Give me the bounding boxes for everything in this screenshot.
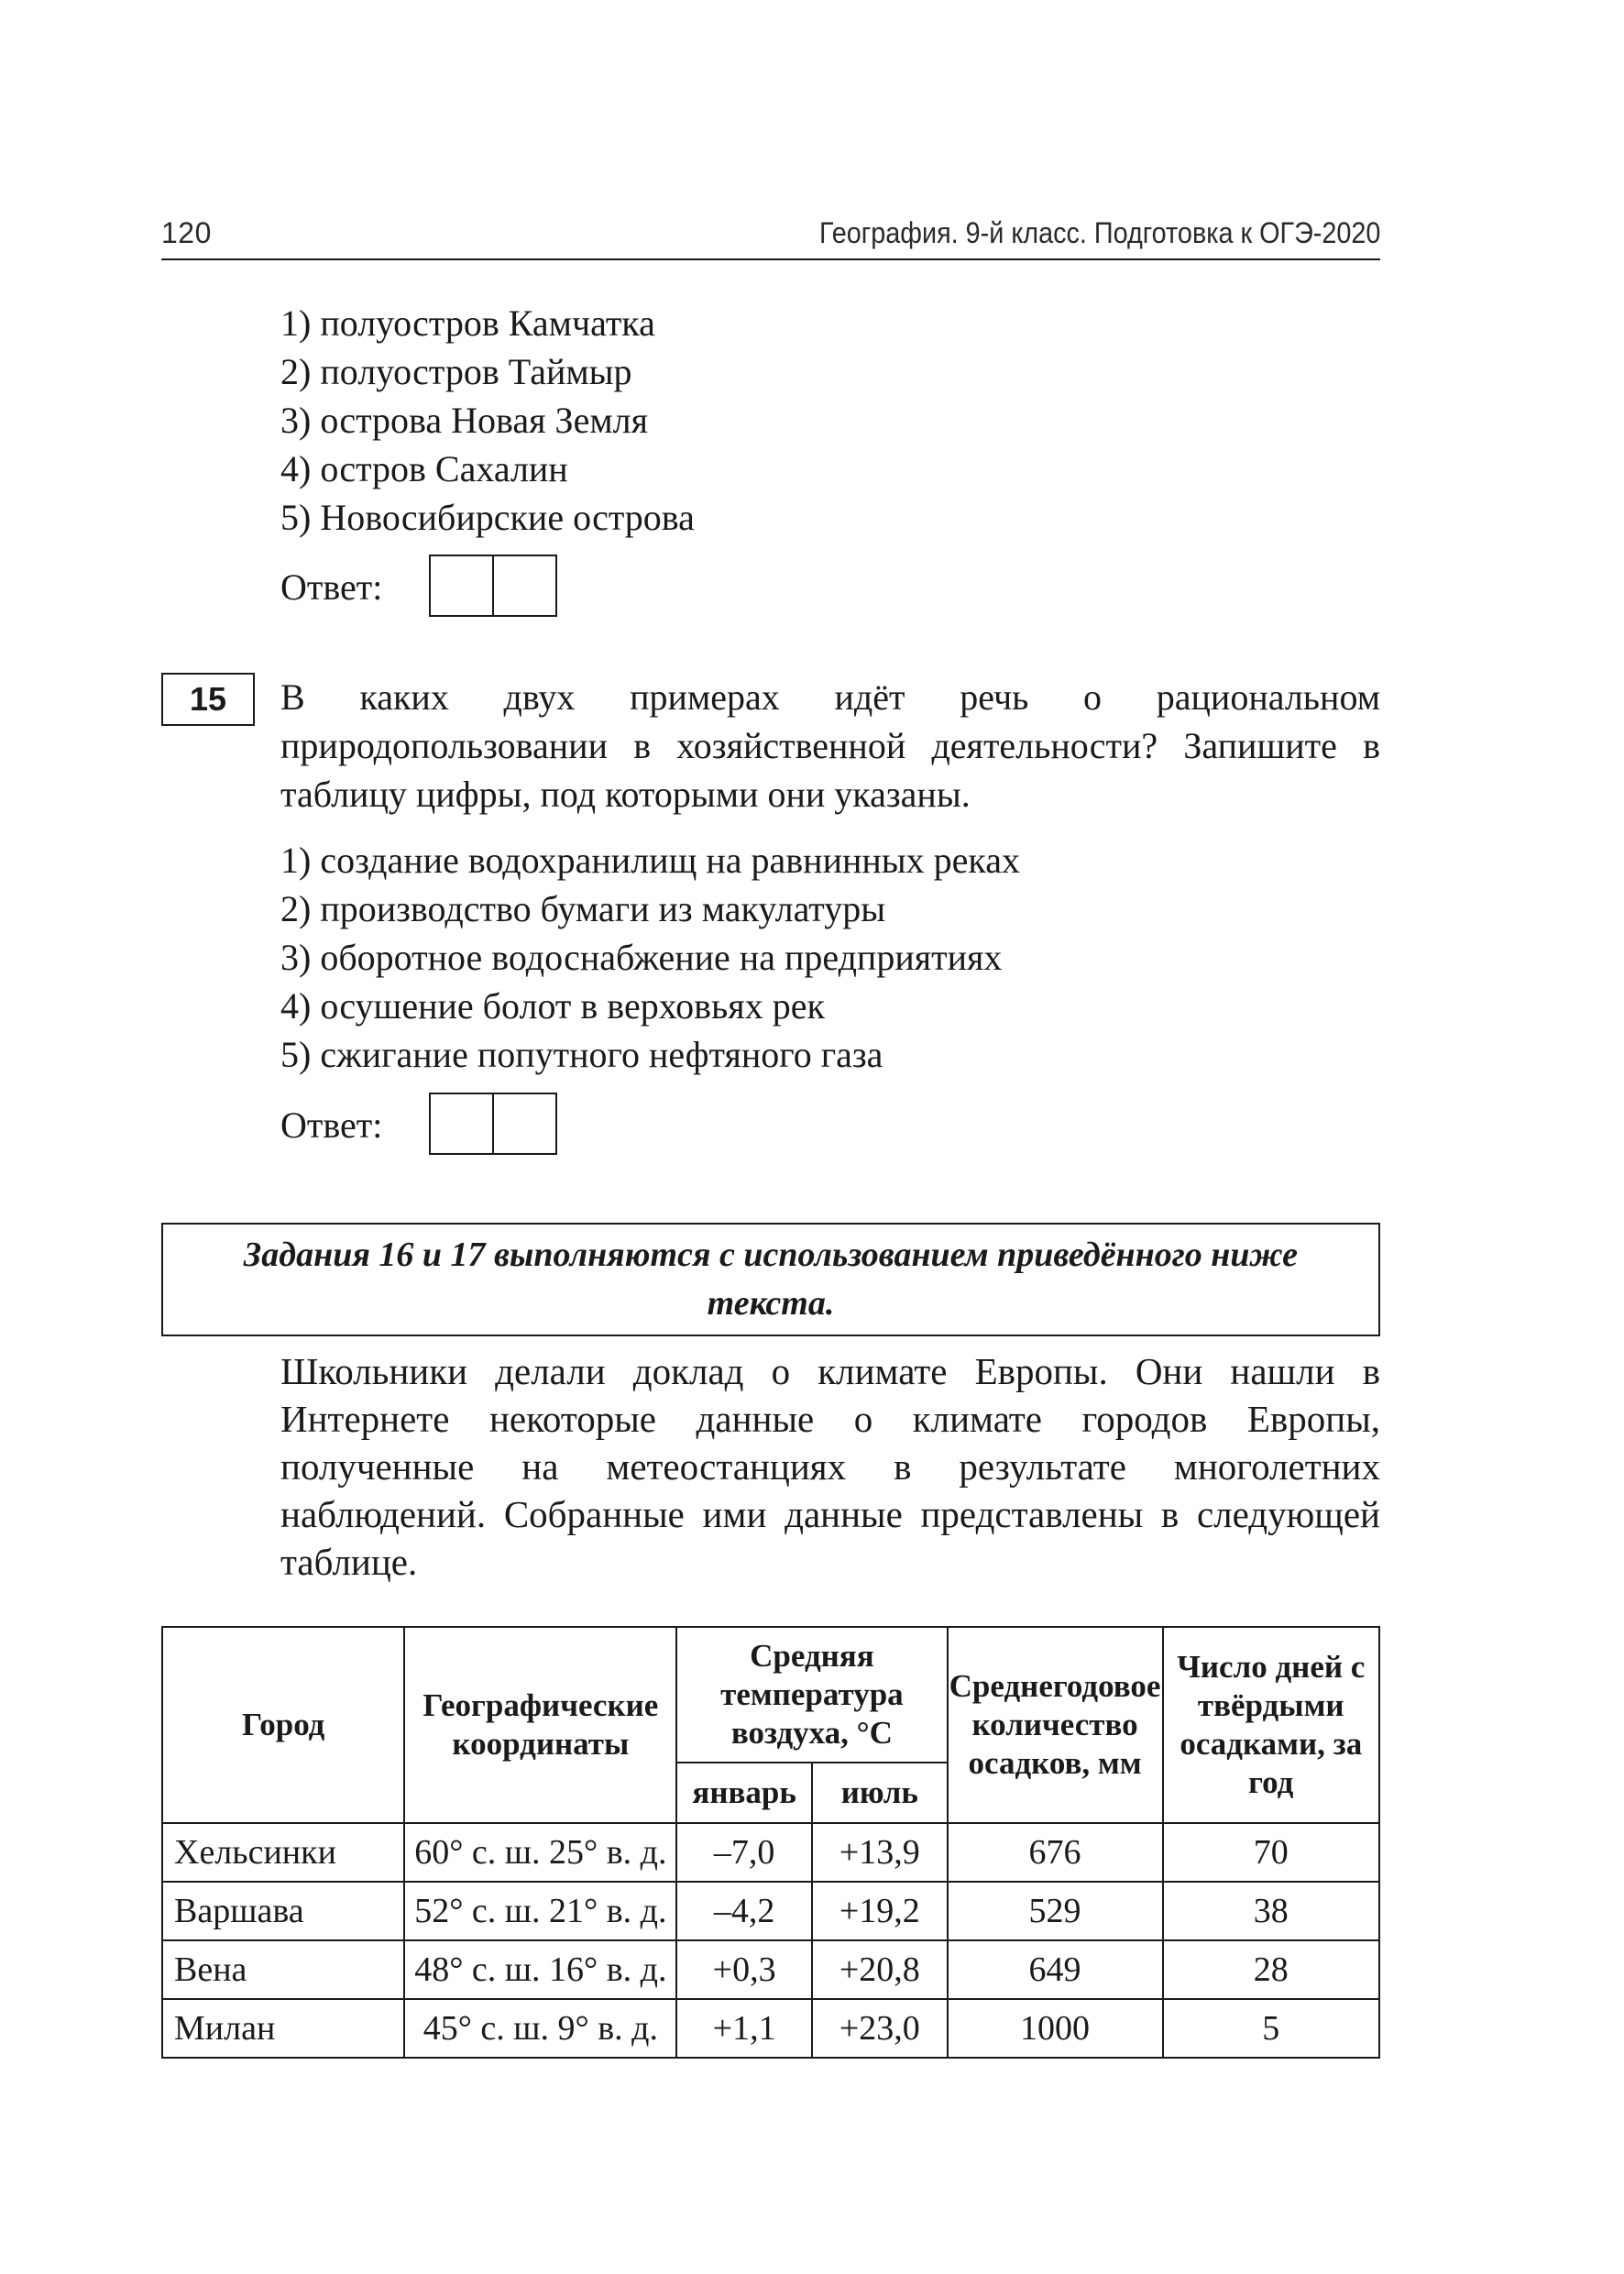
cell-city: Милан: [162, 1999, 404, 2058]
task14-answer-cell-1[interactable]: [431, 556, 492, 615]
task15-question: В каких двух примерах идёт речь о рациональном природопользовании в хозяйственной деятельности? Запишите в таблицу цифры, под которыми они указаны.: [280, 676, 1380, 815]
cell-snow-days: 28: [1163, 1940, 1379, 1999]
task14-option-4: 4) остров Сахалин: [280, 448, 568, 489]
cell-city: Вена: [162, 1940, 404, 1999]
cell-july: +20,8: [812, 1940, 948, 1999]
task15-answer-boxes: [429, 1093, 557, 1155]
cell-precipitation: 676: [948, 1823, 1163, 1882]
cell-city: Варшава: [162, 1882, 404, 1940]
header-precipitation: Среднегодовое количество осадков, мм: [948, 1627, 1163, 1823]
task14-answer-boxes: [429, 555, 557, 617]
book-title: География. 9-й класс. Подготовка к ОГЭ-2020: [818, 216, 1380, 249]
task14-option-2: 2) полуостров Таймыр: [280, 351, 632, 392]
task14-answer-label: Ответ:: [280, 566, 383, 608]
running-header: [161, 207, 1380, 260]
cell-precipitation: 649: [948, 1940, 1163, 1999]
cell-coords: 52° с. ш. 21° в. д.: [404, 1882, 676, 1940]
task15-answer-cell-2[interactable]: [492, 1094, 555, 1153]
cell-january: +0,3: [676, 1940, 812, 1999]
header-coords: Географические координаты: [404, 1627, 676, 1823]
task15-option-2: 2) производство бумаги из макулатуры: [280, 888, 886, 929]
task15-option-3: 3) оборотное водоснабжение на предприятиях: [280, 937, 1003, 978]
cell-january: +1,1: [676, 1999, 812, 2058]
header-temperature: Средняя температура воздуха, °С: [676, 1627, 947, 1763]
note-text: Задания 16 и 17 выполняются с использованием приведённого ниже текста.: [243, 1236, 1299, 1323]
cell-coords: 48° с. ш. 16° в. д.: [404, 1940, 676, 1999]
cell-snow-days: 70: [1163, 1823, 1379, 1882]
cell-july: +13,9: [812, 1823, 948, 1882]
task15-option-4: 4) осушение болот в верховьях рек: [280, 985, 825, 1027]
header-july: июль: [812, 1763, 948, 1823]
intro-text: Школьники делали доклад о климате Европы. Они нашли в Интернете некоторые данные о климате городов Европы, полученные на метеостанциях в результате многолетних наблюдений. Собранные ими данные представлены в следующей таблице.: [280, 1350, 1380, 1583]
task15-options: [280, 836, 1020, 1079]
cell-snow-days: 5: [1163, 1999, 1379, 2058]
cell-snow-days: 38: [1163, 1882, 1379, 1940]
header-snow-days: Число дней с твёрдыми осадками, за год: [1163, 1627, 1379, 1823]
table-row: [162, 1882, 1379, 1940]
page-number: 120: [161, 216, 212, 249]
table-row: [162, 1823, 1379, 1882]
climate-table: [161, 1626, 1380, 2059]
cell-january: –4,2: [676, 1882, 812, 1940]
task14-options: [280, 299, 695, 542]
header-january: январь: [676, 1763, 812, 1823]
table-row: [162, 1999, 1379, 2058]
task14-answer-cell-2[interactable]: [492, 556, 555, 615]
task15-number: 15: [161, 673, 255, 726]
cell-precipitation: 529: [948, 1882, 1163, 1940]
task15-answer-label: Ответ:: [280, 1104, 383, 1146]
header-city: Город: [162, 1627, 404, 1823]
task14-option-1: 1) полуостров Камчатка: [280, 302, 655, 344]
task14-option-5: 5) Новосибирские острова: [280, 497, 695, 538]
task14-option-3: 3) острова Новая Земля: [280, 400, 649, 441]
task15-answer-cell-1[interactable]: [431, 1094, 492, 1153]
task15-option-5: 5) сжигание попутного нефтяного газа: [280, 1034, 883, 1075]
cell-coords: 60° с. ш. 25° в. д.: [404, 1823, 676, 1882]
task15-option-1: 1) создание водохранилищ на равнинных реках: [280, 840, 1021, 881]
cell-january: –7,0: [676, 1823, 812, 1882]
table-row: [162, 1940, 1379, 1999]
cell-july: +19,2: [812, 1882, 948, 1940]
cell-coords: 45° с. ш. 9° в. д.: [404, 1999, 676, 2058]
tasks-16-17-note: [161, 1223, 1380, 1336]
cell-july: +23,0: [812, 1999, 948, 2058]
cell-precipitation: 1000: [948, 1999, 1163, 2058]
cell-city: Хельсинки: [162, 1823, 404, 1882]
